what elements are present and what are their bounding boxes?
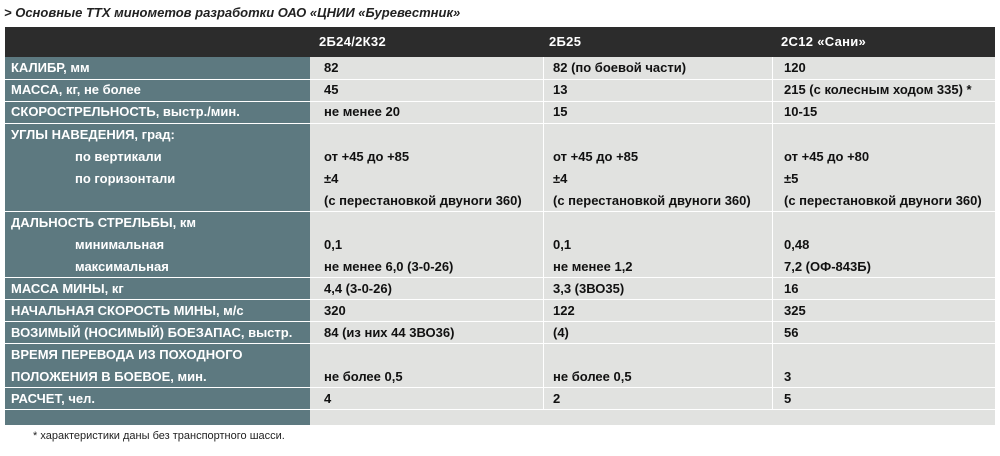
row-divider bbox=[5, 387, 995, 388]
table-row bbox=[5, 344, 995, 366]
cell-2b25: ±4 bbox=[553, 171, 568, 186]
cell-2b24: не менее 6,0 (3-0-26) bbox=[324, 259, 454, 274]
cell-2b24: 82 bbox=[324, 60, 339, 75]
row-divider bbox=[5, 343, 995, 344]
cell-2b24: не менее 20 bbox=[324, 104, 400, 119]
row-label: УГЛЫ НАВЕДЕНИЯ, град: bbox=[11, 127, 175, 142]
row-label: ВРЕМЯ ПЕРЕВОДА ИЗ ПОХОДНОГО bbox=[11, 347, 243, 362]
cell-2b25: не менее 1,2 bbox=[553, 259, 633, 274]
cell-2b24: 4 bbox=[324, 391, 332, 406]
table-row bbox=[5, 168, 995, 190]
cell-2s12: 0,48 bbox=[784, 237, 810, 252]
cell-2b24: от +45 до +85 bbox=[324, 149, 410, 164]
row-label: МАССА МИНЫ, кг bbox=[11, 281, 124, 296]
row-label: РАСЧЕТ, чел. bbox=[11, 391, 95, 406]
row-sublabel: минимальная bbox=[75, 237, 165, 252]
cell-2b24: 320 bbox=[324, 303, 346, 318]
cell-2b25: 122 bbox=[553, 303, 575, 318]
row-label: СКОРОСТРЕЛЬНОСТЬ, выстр./мин. bbox=[11, 104, 240, 119]
cell-2b25: (с перестановкой двуноги 360) bbox=[553, 193, 751, 208]
cell-2s12: 215 (с колесным ходом 335) * bbox=[784, 82, 972, 97]
row-divider bbox=[5, 409, 995, 410]
cell-2b24: (с перестановкой двуноги 360) bbox=[324, 193, 522, 208]
cell-2b25: 15 bbox=[553, 104, 568, 119]
cell-2b24: 0,1 bbox=[324, 237, 343, 252]
table-row bbox=[5, 300, 995, 322]
row-divider bbox=[5, 299, 995, 300]
cell-2s12: 7,2 (ОФ-843Б) bbox=[784, 259, 871, 274]
cell-2b25: 3,3 (3ВО35) bbox=[553, 281, 625, 296]
cell-2s12: 10-15 bbox=[784, 104, 818, 119]
row-divider bbox=[5, 321, 995, 322]
cell-2s12: от +45 до +80 bbox=[784, 149, 870, 164]
table-row bbox=[5, 388, 995, 410]
cell-2s12: 120 bbox=[784, 60, 806, 75]
cell-2b24: 84 (из них 44 3ВО36) bbox=[324, 325, 455, 340]
table-row bbox=[5, 212, 995, 234]
row-label: НАЧАЛЬНАЯ СКОРОСТЬ МИНЫ, м/с bbox=[11, 303, 244, 318]
table-row bbox=[5, 234, 995, 256]
cell-2s12: (с перестановкой двуноги 360) bbox=[784, 193, 982, 208]
row-divider bbox=[5, 123, 995, 124]
table-row bbox=[5, 190, 995, 212]
table-row bbox=[5, 366, 995, 388]
row-divider bbox=[5, 277, 995, 278]
table-row bbox=[5, 256, 995, 278]
row-label: ПОЛОЖЕНИЯ В БОЕВОЕ, мин. bbox=[11, 369, 207, 384]
cell-2b24: не более 0,5 bbox=[324, 369, 403, 384]
table-row bbox=[5, 146, 995, 168]
table-header bbox=[5, 27, 995, 57]
table-row bbox=[5, 79, 995, 101]
cell-2b25: 2 bbox=[553, 391, 561, 406]
cell-2b24: ±4 bbox=[324, 171, 339, 186]
cell-2b25: от +45 до +85 bbox=[553, 149, 639, 164]
cell-2s12: ±5 bbox=[784, 171, 799, 186]
table-row bbox=[5, 57, 995, 79]
table-row bbox=[5, 322, 995, 344]
row-sublabel: по горизонтали bbox=[75, 171, 176, 186]
cell-2b24: 45 bbox=[324, 82, 339, 97]
column-header-2b24: 2Б24/2К32 bbox=[319, 34, 386, 49]
table-title: > Основные ТТХ минометов разработки ОАО «ЦНИИ «Буревестник» bbox=[4, 5, 461, 20]
cell-2b25: (4) bbox=[553, 325, 569, 340]
row-label: КАЛИБР, мм bbox=[11, 60, 90, 75]
cell-2b25: 82 (по боевой части) bbox=[553, 60, 687, 75]
cell-2b25: не более 0,5 bbox=[553, 369, 632, 384]
row-label: ДАЛЬНОСТЬ СТРЕЛЬБЫ, км bbox=[11, 215, 196, 230]
table-row bbox=[5, 101, 995, 123]
cell-2s12: 3 bbox=[784, 369, 792, 384]
column-header-2b25: 2Б25 bbox=[549, 34, 582, 49]
cell-2b25: 0,1 bbox=[553, 237, 572, 252]
table-row bbox=[5, 124, 995, 146]
row-sublabel: максимальная bbox=[75, 259, 169, 274]
cell-2b25: 13 bbox=[553, 82, 568, 97]
column-divider bbox=[772, 57, 773, 409]
cell-2b24: 4,4 (3-0-26) bbox=[324, 281, 392, 296]
row-divider bbox=[5, 101, 995, 102]
cell-2s12: 5 bbox=[784, 391, 792, 406]
cell-2s12: 16 bbox=[784, 281, 799, 296]
row-sublabel: по вертикали bbox=[75, 149, 162, 164]
footnote: * характеристики даны без транспортного шасси. bbox=[33, 430, 285, 442]
cell-2s12: 325 bbox=[784, 303, 806, 318]
row-divider bbox=[5, 211, 995, 212]
row-label: МАССА, кг, не более bbox=[11, 82, 141, 97]
column-header-2s12: 2С12 «Сани» bbox=[781, 34, 867, 49]
cell-2s12: 56 bbox=[784, 325, 799, 340]
row-divider bbox=[5, 79, 995, 80]
table-row bbox=[5, 278, 995, 300]
row-label: ВОЗИМЫЙ (НОСИМЫЙ) БОЕЗАПАС, выстр. bbox=[11, 325, 293, 340]
column-divider bbox=[543, 57, 544, 409]
